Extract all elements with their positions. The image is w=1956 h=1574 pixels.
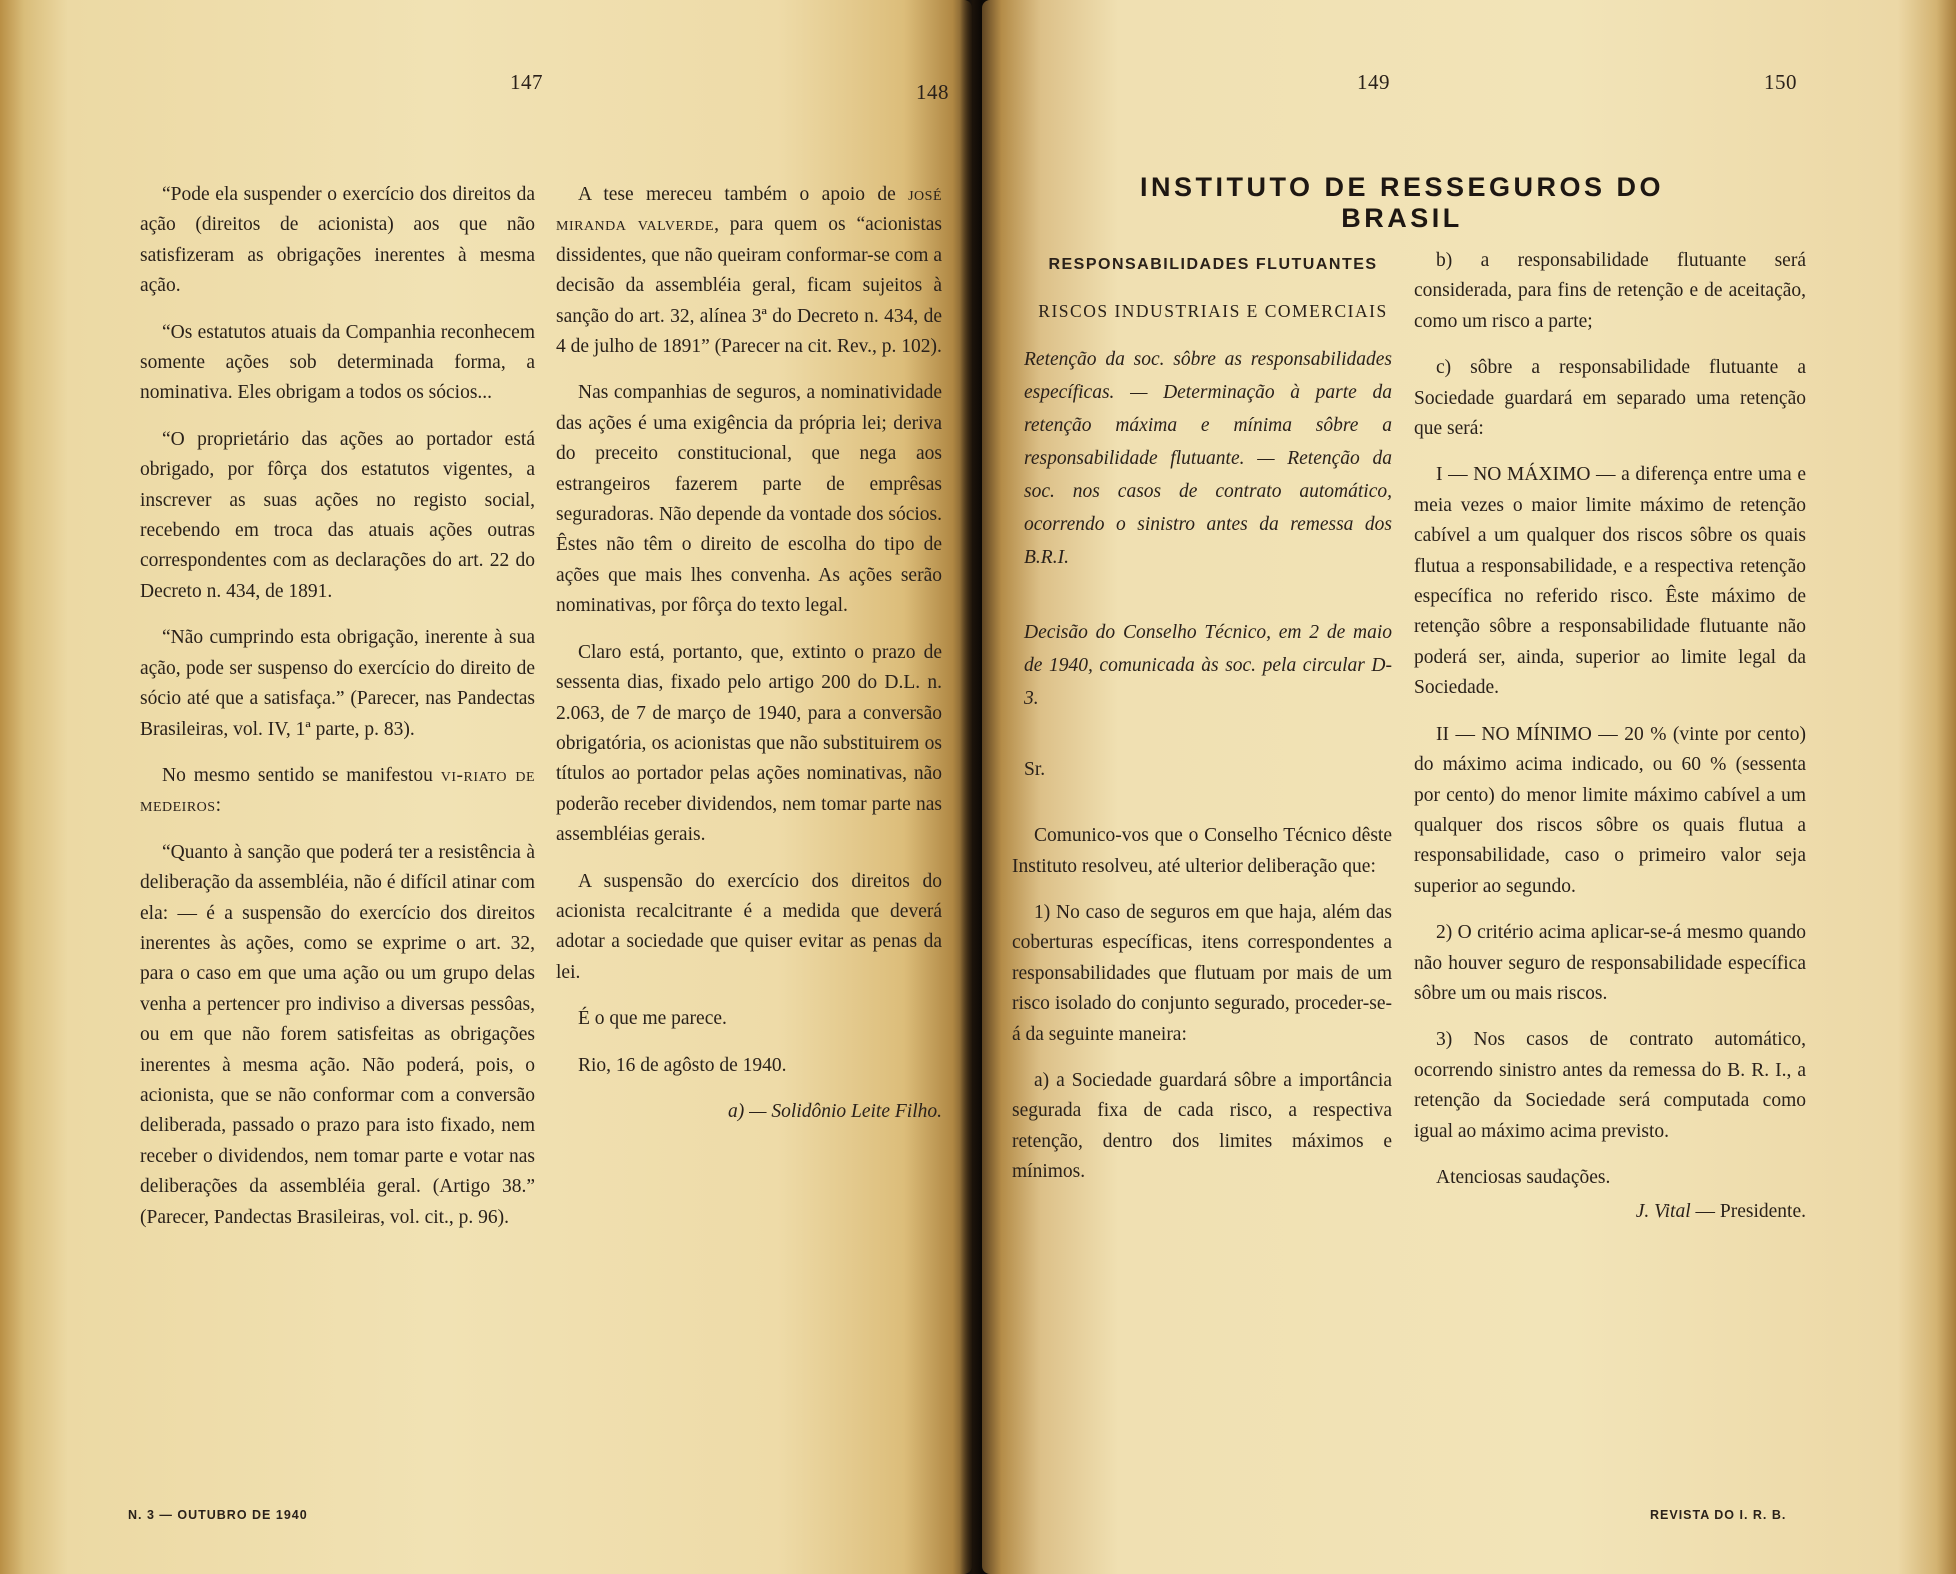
- paragraph: “Não cumprindo esta obrigação, inerente à sua ação, pode ser suspenso do exercício do direito de sócio até que a satisfaça.” (Parecer, nas Pandectas Brasileiras, vol. IV, 1ª parte, p. 83).: [140, 627, 535, 740]
- text-run: :: [215, 795, 221, 817]
- column-page-148: [556, 180, 942, 1143]
- ementa: Retenção da soc. sôbre as responsabilidades específicas. — Determinação à parte da retenção máxima e mínima sôbre a responsabilidade flutuante. — Retenção da soc. nos casos de contrato automático, ocorrendo o sinistro antes da remessa dos B.R.I.: [1024, 348, 1392, 568]
- subsection-title: RISCOS INDUSTRIAIS E COMERCIAIS: [1038, 301, 1388, 322]
- footer-issue: N. 3 — OUTUBRO DE 1940: [128, 1508, 308, 1522]
- signature-name: J. Vital: [1635, 1201, 1691, 1223]
- paragraph: 3) Nos casos de contrato automático, ocorrendo sinistro antes da remessa do B. R. I., a retenção da Sociedade será computada como igual ao máximo acima previsto.: [1414, 1029, 1806, 1142]
- paragraph: II — NO MÍNIMO — 20 % (vinte por cento) do máximo acima indicado, ou 60 % (sessenta por cento) do menor limite máximo cabível a um qualquer dos riscos sôbre os quais flutua a responsabilidade, caso o primeiro valor seja superior ao segundo.: [1414, 723, 1806, 897]
- closing: Atenciosas saudações.: [1436, 1166, 1611, 1188]
- paragraph: [140, 761, 535, 822]
- paragraph: Nas companhias de seguros, a nominatividade das ações é uma exigência da própria lei; deriva do preceito constitucional, que nega aos estrangeiros fazerem parte de emprêsas seguradoras. Não depende da vontade dos sócios. Êstes não têm o direito de escolha do tipo de ações que mais lhes convenha. As ações serão nominativas, por fôrça do texto legal.: [556, 382, 942, 617]
- left-page: [0, 0, 972, 1574]
- paragraph: É o que me parece.: [578, 1008, 727, 1030]
- author-name: vi-riato de medeiros: [140, 764, 535, 817]
- paragraph: Comunico-vos que o Conselho Técnico dêste Instituto resolveu, até ulterior deliberação que:: [1012, 825, 1392, 877]
- document-header-title: INSTITUTO DE RESSEGUROS DO BRASIL: [1139, 172, 1665, 233]
- author-name: josé miranda valverde: [556, 184, 943, 236]
- page-number-148: 148: [916, 80, 949, 104]
- text-run: A tese mereceu também o apoio de: [578, 184, 896, 205]
- column-page-150: [1414, 246, 1806, 1244]
- paragraph: [556, 180, 942, 362]
- section-title: RESPONSABILIDADES FLUTUANTES: [1048, 256, 1378, 273]
- paragraph: b) a responsabilidade flutuante será considerada, para fins de retenção e de aceitação, como um risco a parte;: [1414, 250, 1806, 332]
- paragraph: I — NO MÁXIMO — a diferença entre uma e meia vezes o maior limite máximo de retenção cabível a um qualquer dos riscos sôbre os quais flutua a responsabilidade, e a respectiva retenção específica no referido risco. Êste máximo de retenção sôbre a responsabilidade flutuante não poderá ser, ainda, superior ao limite legal da Sociedade.: [1414, 464, 1806, 699]
- text-run: No mesmo sentido se manifestou: [162, 764, 433, 786]
- paragraph: Claro está, portanto, que, extinto o prazo de sessenta dias, fixado pelo artigo 200 do D.L. n. 2.063, de 7 de março de 1940, para a conversão obrigatória, os acionistas que não substituirem os títulos ao portador pelas ações nominativas, não poderão receber dividendos, nem tomar parte nas assembléias gerais.: [556, 641, 942, 846]
- paragraph: 1) No caso de seguros em que haja, além das coberturas específicas, itens correspondentes a responsabilidades que flutuam por mais de um risco isolado do conjunto segurado, proceder-se-á da seguinte maneira:: [1012, 902, 1392, 1045]
- signature-text: a) — Solidônio Leite Filho.: [728, 1100, 942, 1122]
- column-page-149: [1012, 250, 1392, 1204]
- paragraph: A suspensão do exercício dos direitos do acionista recalcitrante é a medida que deverá adotar a sociedade que quiser evitar as penas da lei.: [556, 870, 942, 983]
- column-page-147: [140, 180, 535, 1249]
- paragraph: a) a Sociedade guardará sôbre a importância segurada fixa de cada risco, a respectiva retenção, dentro dos limites máximos e mínimos.: [1012, 1070, 1392, 1183]
- signature: [1414, 1197, 1806, 1227]
- page-number-150: 150: [1764, 70, 1797, 94]
- date-line: Rio, 16 de agôsto de 1940.: [578, 1054, 787, 1076]
- text-run: , para quem os “acionistas dissidentes, que não queiram conformar-se com a decisão da assembléia geral, ficam sujeitos à sanção do art. 32, alínea 3ª do Decreto n. 434, de 4 de julho de 1891” (Parecer na cit. Rev., p. 102).: [556, 214, 943, 358]
- paragraph: “Pode ela suspender o exercício dos direitos da ação (direitos de acionista) aos que não satisfizeram as obrigações inerentes à mesma ação.: [140, 184, 535, 297]
- footer-journal: REVISTA DO I. R. B.: [1650, 1508, 1787, 1522]
- page-number-147: 147: [510, 70, 543, 94]
- paragraph: c) sôbre a responsabilidade flutuante a Sociedade guardará em separado uma retenção que será:: [1414, 357, 1806, 440]
- salutation: Sr.: [1024, 758, 1046, 780]
- paragraph: “Os estatutos atuais da Companhia reconhecem somente ações sob determinada forma, a nominativa. Eles obrigam a todos os sócios...: [140, 321, 535, 404]
- paragraph: “O proprietário das ações ao portador está obrigado, por fôrça dos estatutos vigentes, a inscrever as suas ações no registo social, recebendo em troca das atuais ações outras correspondentes com as declarações do art. 22 do Decreto n. 434, de 1891.: [140, 428, 535, 602]
- paragraph: 2) O critério acima aplicar-se-á mesmo quando não houver seguro de responsabilidade específica sôbre um ou mais riscos.: [1414, 922, 1806, 1004]
- paragraph: “Quanto à sanção que poderá ter a resistência à deliberação da assembléia, não é difícil atinar com ela: — é a suspensão do exercício dos direitos inerentes às ações, como se exprime o art. 32, para o caso em que uma ação ou um grupo delas venha a pertencer pro indiviso a diversas pessôas, ou em que não forem satisfeitas as obrigações inerentes à mesma ação. Não poderá, pois, o acionista, que se não conformar com a conversão deliberada, passado o prazo para isto fixado, nem receber o dividendos, nem tomar parte e votar nas deliberações da assembléia geral. (Artigo 38.” (Parecer, Pandectas Brasileiras, vol. cit., p. 96).: [140, 841, 535, 1228]
- signature-role: — Presidente.: [1690, 1201, 1806, 1223]
- decision-note: Decisão do Conselho Técnico, em 2 de maio de 1940, comunicada às soc. pela circular D-3.: [1024, 621, 1392, 709]
- signature: [556, 1097, 942, 1127]
- page-number-149: 149: [1357, 70, 1390, 94]
